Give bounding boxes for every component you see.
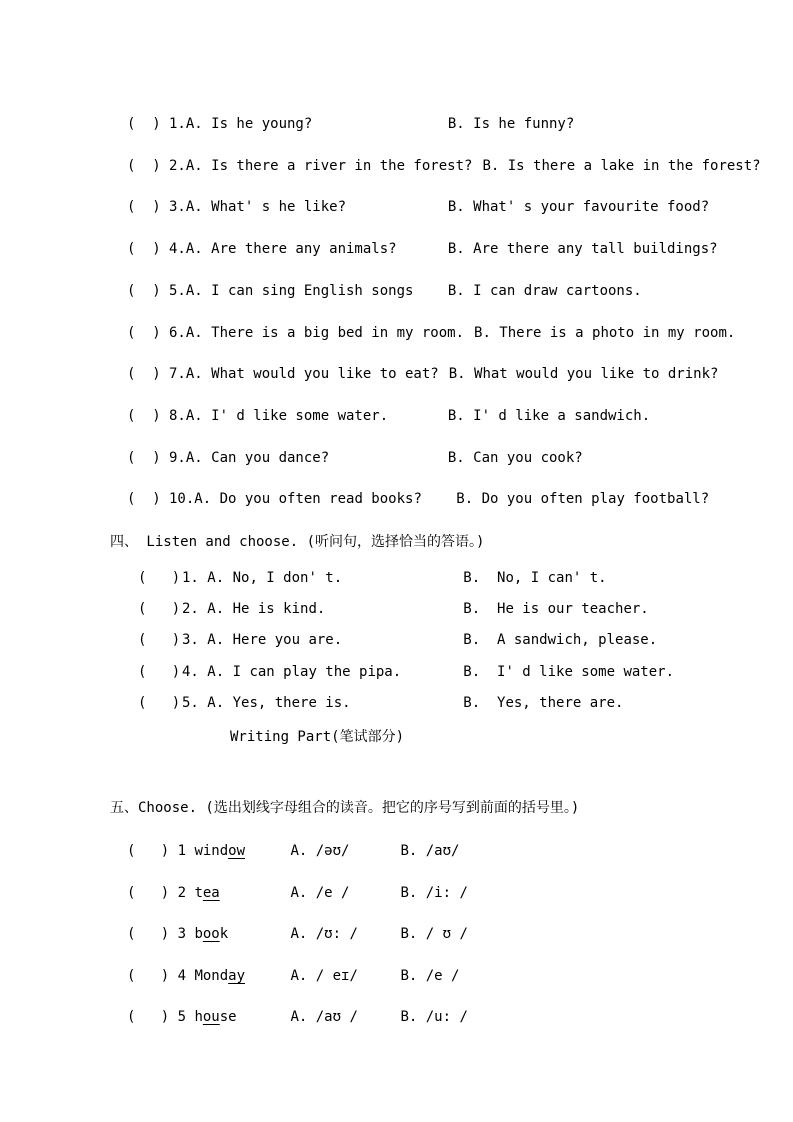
section4-title: 四、 Listen and choose. (听问句，选择恰当的答语。) [110,534,485,551]
answer-bracket: ( ) [127,449,161,466]
option-a: A. Are there any animals? [185,241,397,258]
writing-part-heading: Writing Part(笔试部分) [230,729,405,746]
question-number: 4. [182,663,208,680]
option-a: A. I can sing English songs [185,282,414,299]
answer-bracket: ( ) [138,632,181,649]
question-number: 4. [169,241,186,258]
answer-bracket: ( ) [138,663,181,680]
option-a: A. I can play the pipa. [207,663,402,680]
question-number: 9. [169,449,186,466]
question-row [127,313,763,355]
answer-bracket: ( ) [138,570,181,587]
question-number: 1. [169,116,186,132]
option-b: B. Do you often play football? [456,491,710,508]
option-b: B. No, I can' t. [463,570,607,587]
word-prefix: b [194,926,203,943]
question-row [127,438,763,480]
answer-bracket: ( ) [127,366,161,383]
option-a: A. Yes, there is. [207,694,351,711]
pronunciation-option-a: A. / eɪ/ [290,967,358,984]
word-prefix: t [194,884,203,901]
section5-title: 五、Choose. (选出划线字母组合的读音。把它的序号写到前面的括号里。) [110,800,580,817]
word-underlined-letters: ay [228,967,246,984]
question-number: 10. [169,491,195,508]
pronunciation-option-b: B. / ʊ / [400,926,468,943]
pronunciation-option-a: A. /ʊ: / [290,926,358,943]
question-row [127,396,763,438]
word-underlined-letters: ow [228,843,246,860]
target-word [194,997,290,1039]
question-row [127,956,763,998]
answer-bracket: ( ) [138,694,181,711]
option-b: B. Can you cook? [447,449,583,466]
option-a: A. He is kind. [207,601,326,618]
question-row [138,688,763,719]
question-row [127,997,763,1039]
option-b: B. Is he funny? [447,116,575,132]
question-row [127,354,763,396]
question-row [127,271,763,313]
question-row [127,104,763,146]
answer-bracket: ( ) [127,282,161,299]
option-a: A. What' s he like? [185,199,347,216]
word-suffix: se [219,1009,237,1026]
question-number: 2. [182,601,208,618]
option-a: A. Here you are. [207,632,343,649]
pronunciation-option-b: B. /u: / [400,1009,468,1026]
answer-bracket: ( ) [127,491,161,508]
section3-question-list [110,104,763,521]
answer-bracket: ( ) 5 [127,1009,195,1026]
option-b: B. A sandwich, please. [463,632,658,649]
question-row [138,625,763,656]
option-b: B. What' s your favourite food? [447,199,710,216]
word-prefix: Mond [194,967,229,984]
option-a: A. I' d like some water. [185,407,389,424]
section4-question-list [110,563,763,719]
option-a: A. What would you like to eat? [185,366,439,383]
answer-bracket: ( ) 1 [127,843,195,860]
option-b: B. I' d like some water. [463,663,675,680]
target-word [194,914,290,956]
answer-bracket: ( ) [127,199,161,216]
section5-question-list [110,831,763,1039]
question-row [138,657,763,688]
option-b: B. There is a photo in my room. [474,324,736,341]
question-number: 3. [169,199,186,216]
answer-bracket: ( ) [127,116,161,132]
pronunciation-option-a: A. /e / [290,884,350,901]
answer-bracket: ( ) [127,157,161,174]
answer-bracket: ( ) [127,407,161,424]
option-a: A. Do you often read books? [194,491,422,508]
word-prefix: h [194,1009,203,1026]
question-row [127,914,763,956]
question-number: 7. [169,366,186,383]
answer-bracket: ( ) [127,324,161,341]
question-row [127,229,763,271]
option-a: A. There is a big bed in my room. [185,324,465,341]
option-a: A. Is there a river in the forest? [185,157,473,174]
word-underlined-letters: ou [202,1009,220,1026]
option-b: B. I can draw cartoons. [447,282,642,299]
pronunciation-option-b: B. /i: / [400,884,468,901]
question-number: 2. [169,157,186,174]
word-underlined-letters: ea [202,884,220,901]
question-row [127,873,763,915]
question-row [127,831,763,873]
option-b: B. What would you like to drink? [448,366,719,383]
option-b: B. Yes, there are. [463,694,624,711]
option-b: B. He is our teacher. [463,601,649,618]
question-number: 3. [182,632,208,649]
question-number: 5. [169,282,186,299]
pronunciation-option-b: B. /aʊ/ [400,843,460,860]
question-number: 8. [169,407,186,424]
question-row [138,563,763,594]
question-row [127,187,763,229]
question-number: 6. [169,324,186,341]
question-row [127,146,763,188]
answer-bracket: ( ) [138,601,181,618]
pronunciation-option-a: A. /əʊ/ [290,843,350,860]
option-a: A. Can you dance? [185,449,330,466]
pronunciation-option-b: B. /e / [400,967,460,984]
option-b: B. Are there any tall buildings? [447,241,718,258]
target-word [194,831,290,873]
pronunciation-option-a: A. /aʊ / [290,1009,358,1026]
question-row [138,594,763,625]
question-row [127,479,763,521]
answer-bracket: ( ) 4 [127,967,195,984]
target-word [194,956,290,998]
word-underlined-letters: oo [202,926,220,943]
answer-bracket: ( ) 2 [127,884,195,901]
word-suffix: k [219,926,229,943]
answer-bracket: ( ) 3 [127,926,195,943]
option-b: B. Is there a lake in the forest? [482,157,761,174]
question-number: 5. [182,694,208,711]
option-b: B. I' d like a sandwich. [447,407,651,424]
option-a: A. Is he young? [185,116,313,132]
option-a: A. No, I don' t. [207,570,343,587]
word-prefix: wind [194,843,229,860]
question-number: 1. [182,570,208,587]
target-word [194,873,290,915]
answer-bracket: ( ) [127,241,161,258]
